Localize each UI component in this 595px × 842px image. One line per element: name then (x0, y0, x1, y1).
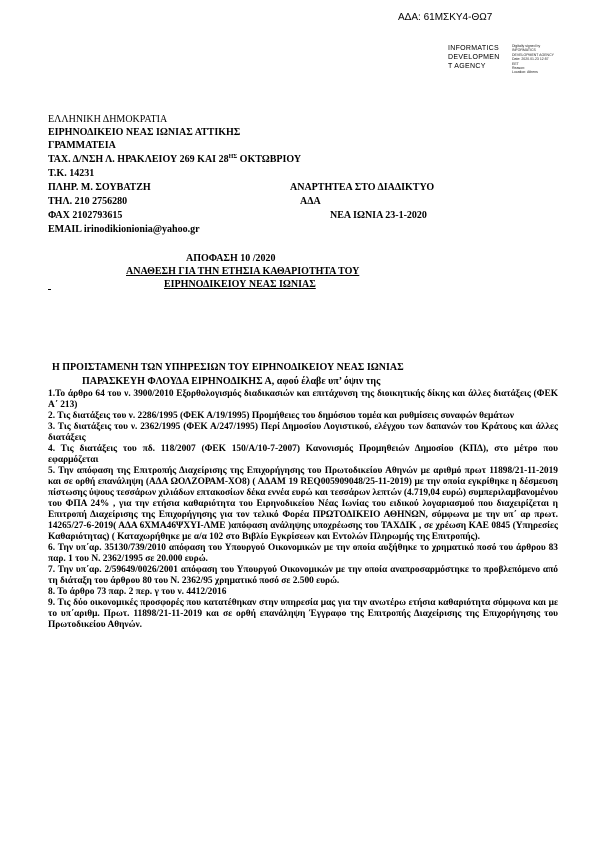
agency-line-3: T AGENCY (448, 63, 486, 70)
signature-detail-2: INFORMATICS (512, 48, 536, 53)
contact-person: ΠΛΗΡ. Μ. ΣΟΥΒΑΤΖΗ (48, 182, 151, 193)
consideration-9: 9. Τις δύο οικονομικές προσφορές που κατατέθηκαν στην υπηρεσία μας για την ανωτέρω ετήσια καθαριότητα σύμφωνα και με το υπ΄αριθμ. Πρωτ. 11898/21-11-2019 και σε ορθή επανάληψη Έγγραφο της Επιτροπής Διαχείρισης της Επιχορήγησης του Πρωτοδικείου Αθηνών. (48, 598, 558, 630)
consideration-5: 5. Την απόφαση της Επιτροπής Διαχείρισης της Επιχορήγησης του Πρωτοδικείου Αθηνών με αριθμό πρωτ 11898/21-11-2019 και σε ορθή επανάληψη (ΑΔΑ ΩΟΛΖΟΡΑΜ-ΧΟ8) ( ΑΔΑΜ 19 REQ005909048/25-11-2019) με την οποία εγκρίθηκε η δέσμευση πίστωσης ύψους τεσσάρων χιλιάδων επτακοσίων δέκα εννέα ευρώ και τεσσάρων λεπτών (4.719,04 ευρώ) συμπεριλαμβανομένου του ΦΠΑ 24% , για την ετήσια καθαριότητα του Ειρηνοδικείου Νέας Ιωνίας του ειδικού λογαριασμού που διαχειρίζεται η Επιτροπή Διαχείρισης της Επιχορήγησης για τον τελικό Φορέα ΠΡΩΤΟΔΙΚΕΙΟ ΑΘΗΝΩΝ, σύμφωνα με την υπ΄ αρ πρωτ. 14265/27-6-2019( ΑΔΑ 6ΧΜΑ46ΨΧΥΙ-ΛΜΕ )απόφαση ανάληψης υποχρέωσης του ΤΑΧΔΙΚ , σε χρέωση ΚΑΕ 0845 (Υπηρεσίες Καθαριότητας) ( Καταχωρήθηκε με α/α 102 στο Βιβλίο Εγκρίσεων και Εντολών Πληρωμής της Επιτροπής). (48, 466, 558, 542)
consideration-2: 2. Τις διατάξεις του ν. 2286/1995 (ΦΕΚ Α/19/1995) Προμήθειες του δημόσιου τομέα και ρυθμίσεις συναφών θεμάτων (48, 411, 514, 421)
address-month: ΟΚΤΩΒΡΙΟΥ (237, 154, 302, 165)
consideration-1: 1.Το άρθρο 64 του ν. 3900/2010 Εξορθολογισμός διαδικασιών και επιτάχυνση της διοικητικής δίκης και άλλες διατάξεις (ΦΕΚ Α΄ 213) (48, 389, 558, 410)
phone-number: ΤΗΛ. 210 2756280 (48, 196, 128, 207)
ada-code: ΑΔΑ: 61ΜΣΚΥ4-ΘΩ7 (398, 12, 493, 23)
decision-number: ΑΠΟΦΑΣΗ 10 /2020 (186, 253, 276, 264)
email-address: EMAIL irinodikionionia@yahoo.gr (48, 224, 200, 235)
agency-line-1: INFORMATICS (448, 45, 500, 52)
consideration-3: 3. Τις διατάξεις του ν. 2362/1995 (ΦΕΚ Α/247/1995) Περί Δημοσίου Λογιστικού, ελέγχου των δαπανών του Κράτους και άλλες διατάξεις (48, 422, 558, 443)
place-date: ΝΕΑ ΙΩΝΙΑ 23-1-2020 (330, 210, 427, 221)
decision-subject-line-1: ΑΝΑΘΕΣΗ ΓΙΑ ΤΗΝ ΕΤΗΣΙΑ ΚΑΘΑΡΙΟΤΗΤΑ ΤΟΥ (126, 266, 360, 277)
preamble-line-1: Η ΠΡΟΙΣΤΑΜΕΝΗ ΤΩΝ ΥΠΗΡΕΣΙΩΝ ΤΟΥ ΕΙΡΗΝΟΔΙΚΕΙΟΥ ΝΕΑΣ ΙΩΝΙΑΣ (52, 362, 404, 373)
posted-online-note: ΑΝΑΡΤΗΤΕΑ ΣΤΟ ΔΙΑΔΙΚΤΥΟ (290, 182, 435, 193)
signature-details (512, 44, 554, 75)
agency-line-2: DEVELOPMEN (448, 54, 500, 61)
ada-label: ΑΔΑ (300, 196, 321, 207)
postal-code: Τ.Κ. 14231 (48, 168, 95, 179)
consideration-6: 6. Την υπ΄αρ. 35130/739/2010 απόφαση του Υπουργού Οικονομικών με την οποία αυξήθηκε το χρηματικό ποσό του άρθρου 83 παρ. 1 του Ν. 2362/1995 σε 20.000 ευρώ. (48, 543, 558, 564)
court-name: ΕΙΡΗΝΟΔΙΚΕΙΟ ΝΕΑΣ ΙΩΝΙΑΣ ΑΤΤΙΚΗΣ (48, 127, 241, 138)
signature-detail-7: Location: Athens (512, 70, 538, 75)
signature-detail-3: DEVELOPMENT AGENCY (512, 52, 554, 57)
signature-detail-1: Digitally signed by (512, 44, 541, 48)
stray-underline (48, 289, 51, 290)
signature-detail-6: Reason: (512, 66, 526, 71)
signature-detail-5: EET (512, 61, 519, 66)
signature-stamp (448, 44, 500, 71)
consideration-8: 8. Το άρθρο 73 παρ. 2 περ. γ του ν. 4412/2016 (48, 587, 227, 597)
office-name: ΓΡΑΜΜΑΤΕΙΑ (48, 140, 116, 151)
fax-number: ΦΑΧ 2102793615 (48, 210, 123, 221)
address-sup: ΗΣ (228, 154, 238, 160)
signature-detail-4: Date: 2020.01.23 12:57 (512, 57, 549, 62)
consideration-7: 7. Την υπ΄αρ. 2/59649/0026/2001 απόφαση του Υπουργού Οικονομικών με την οποία αναπροσαρμόστηκε το προβλεπόμενο από τη διάταξη του άρθρου 80 του Ν. 2362/95 χρηματικό ποσό σε 2.500 ευρώ. (48, 565, 558, 586)
consideration-4: 4. Τις διατάξεις του πδ. 118/2007 (ΦΕΚ 150/Α/10-7-2007) Κανονισμός Προμηθειών Δημοσίου (ΚΠΔ), στο μέτρο που εφαρμόζεται (48, 444, 558, 465)
address-main: ΤΑΧ. Δ/ΝΣΗ Λ. ΗΡΑΚΛΕΙΟΥ 269 ΚΑΙ 28 (48, 154, 229, 165)
country-heading: ΕΛΛΗΝΙΚΗ ΔΗΜΟΚΡΑΤΙΑ (48, 114, 168, 125)
considerations-list (48, 389, 558, 631)
postal-address (48, 154, 301, 165)
decision-subject-line-2: ΕΙΡΗΝΟΔΙΚΕΙΟΥ ΝΕΑΣ ΙΩΝΙΑΣ (164, 279, 316, 290)
preamble-line-2: ΠΑΡΑΣΚΕΥΗ ΦΛΟΥΔΑ ΕΙΡΗΝΟΔΙΚΗΣ Α, αφού έλαβε υπ’ όψιν της (82, 376, 381, 387)
